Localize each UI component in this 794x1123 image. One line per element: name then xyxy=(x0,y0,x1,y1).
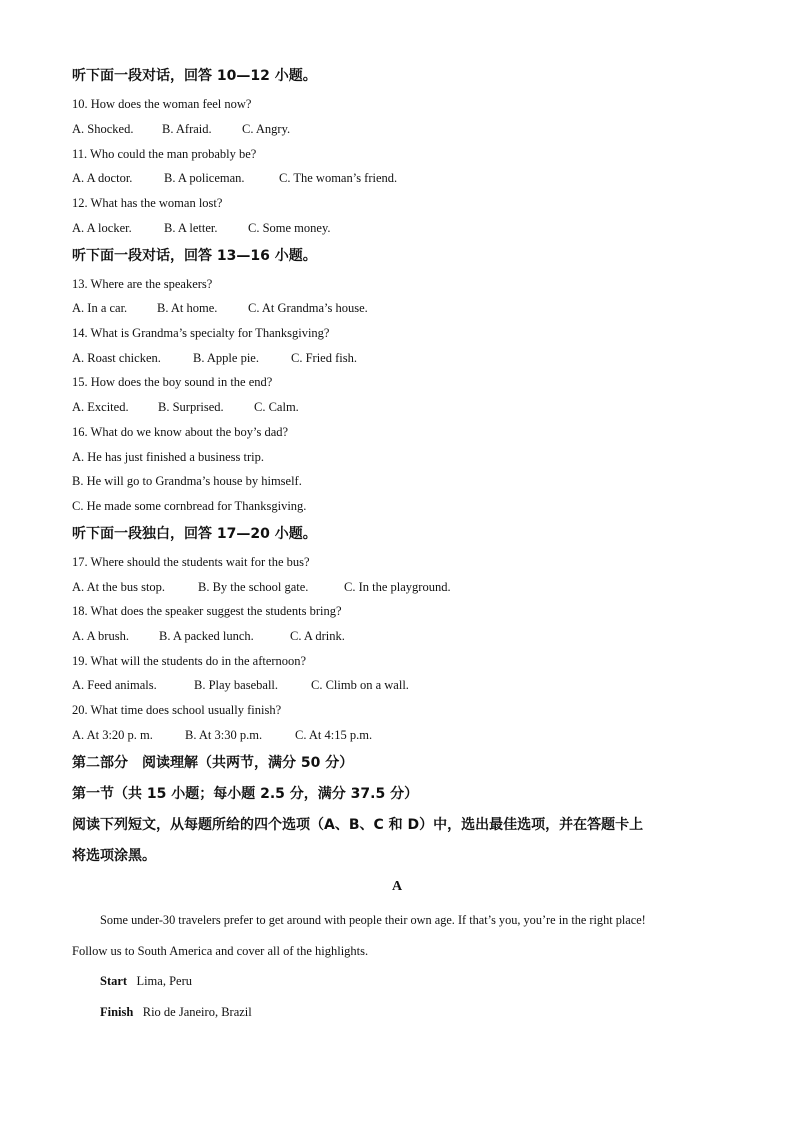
question-19: 19. What will the students do in the afternoon? xyxy=(72,654,307,668)
options-20 xyxy=(72,727,372,743)
option: A. Excited. xyxy=(72,400,129,414)
option: C. At 4:15 p.m. xyxy=(295,728,373,742)
options-15 xyxy=(72,399,299,415)
option: C. At Grandma’s house. xyxy=(248,301,368,315)
option: C. He made some cornbread for Thanksgiving. xyxy=(72,499,307,513)
finish-row xyxy=(100,1004,252,1020)
option: B. A packed lunch. xyxy=(159,629,254,643)
option: A. A locker. xyxy=(72,221,132,235)
option: A. He has just finished a business trip. xyxy=(72,450,264,464)
option: B. Surprised. xyxy=(158,400,224,414)
option: C. The woman’s friend. xyxy=(279,171,398,185)
start-row xyxy=(100,973,192,989)
section-heading-17-20: 听下面一段独白，回答 17—20 小题。 xyxy=(72,526,317,542)
option: C. In the playground. xyxy=(344,580,451,594)
option: A. Feed animals. xyxy=(72,678,157,692)
options-13 xyxy=(72,300,368,316)
option: C. Calm. xyxy=(254,400,299,414)
option: A. A doctor. xyxy=(72,171,133,185)
option: B. A policeman. xyxy=(164,171,245,185)
option: C. A drink. xyxy=(290,629,345,643)
instruction-line-2: 将选项涂黑。 xyxy=(72,848,156,864)
question-15: 15. How does the boy sound in the end? xyxy=(72,375,273,389)
option: A. In a car. xyxy=(72,301,128,315)
option: C. Angry. xyxy=(242,122,291,136)
option: A. A brush. xyxy=(72,629,129,643)
part2-section1-heading: 第一节（共 15 小题；每小题 2.5 分，满分 37.5 分） xyxy=(72,786,419,802)
instruction-line-1: 阅读下列短文，从每题所给的四个选项（A、B、C 和 D）中，选出最佳选项，并在答题卡上 xyxy=(72,817,644,833)
question-10: 10. How does the woman feel now? xyxy=(72,97,252,111)
finish-value: Rio de Janeiro, Brazil xyxy=(142,1005,252,1019)
options-11 xyxy=(72,170,397,186)
question-20: 20. What time does school usually finish? xyxy=(72,703,282,717)
option: B. He will go to Grandma’s house by himself. xyxy=(72,474,302,488)
start-label: Start xyxy=(100,974,128,988)
option: B. Afraid. xyxy=(162,122,212,136)
question-11: 11. Who could the man probably be? xyxy=(72,147,257,161)
option: C. Fried fish. xyxy=(291,351,357,365)
options-12 xyxy=(72,220,331,236)
options-10 xyxy=(72,121,290,137)
options-18 xyxy=(72,628,345,644)
option: B. At 3:30 p.m. xyxy=(185,728,263,742)
option: A. At 3:20 p. m. xyxy=(72,728,153,742)
options-17 xyxy=(72,579,451,595)
option: C. Some money. xyxy=(248,221,331,235)
option: C. Climb on a wall. xyxy=(311,678,409,692)
passage-paragraph-line-2: Follow us to South America and cover all of the highlights. xyxy=(72,944,369,958)
question-18: 18. What does the speaker suggest the students bring? xyxy=(72,604,342,618)
section-heading-13-16: 听下面一段对话，回答 13—16 小题。 xyxy=(72,248,317,264)
option: B. Apple pie. xyxy=(193,351,259,365)
option: B. By the school gate. xyxy=(198,580,309,594)
option: A. At the bus stop. xyxy=(72,580,166,594)
option: B. At home. xyxy=(157,301,218,315)
start-value: Lima, Peru xyxy=(136,974,192,988)
finish-label: Finish xyxy=(100,1005,134,1019)
question-13: 13. Where are the speakers? xyxy=(72,277,213,291)
passage-paragraph-line-1: Some under-30 travelers prefer to get around with people their own age. If that’s you, you’re in the right place! xyxy=(100,913,646,927)
passage-letter: A xyxy=(391,879,403,894)
question-16: 16. What do we know about the boy’s dad? xyxy=(72,425,289,439)
question-12: 12. What has the woman lost? xyxy=(72,196,223,210)
section-heading-10-12: 听下面一段对话，回答 10—12 小题。 xyxy=(72,68,317,84)
option: A. Shocked. xyxy=(72,122,134,136)
option: B. Play baseball. xyxy=(194,678,279,692)
option: B. A letter. xyxy=(164,221,218,235)
options-19 xyxy=(72,677,409,693)
option: A. Roast chicken. xyxy=(72,351,161,365)
options-14 xyxy=(72,350,357,366)
question-17: 17. Where should the students wait for the bus? xyxy=(72,555,310,569)
question-14: 14. What is Grandma’s specialty for Thanksgiving? xyxy=(72,326,330,340)
part2-title: 第二部分 阅读理解（共两节，满分 50 分） xyxy=(72,755,354,771)
